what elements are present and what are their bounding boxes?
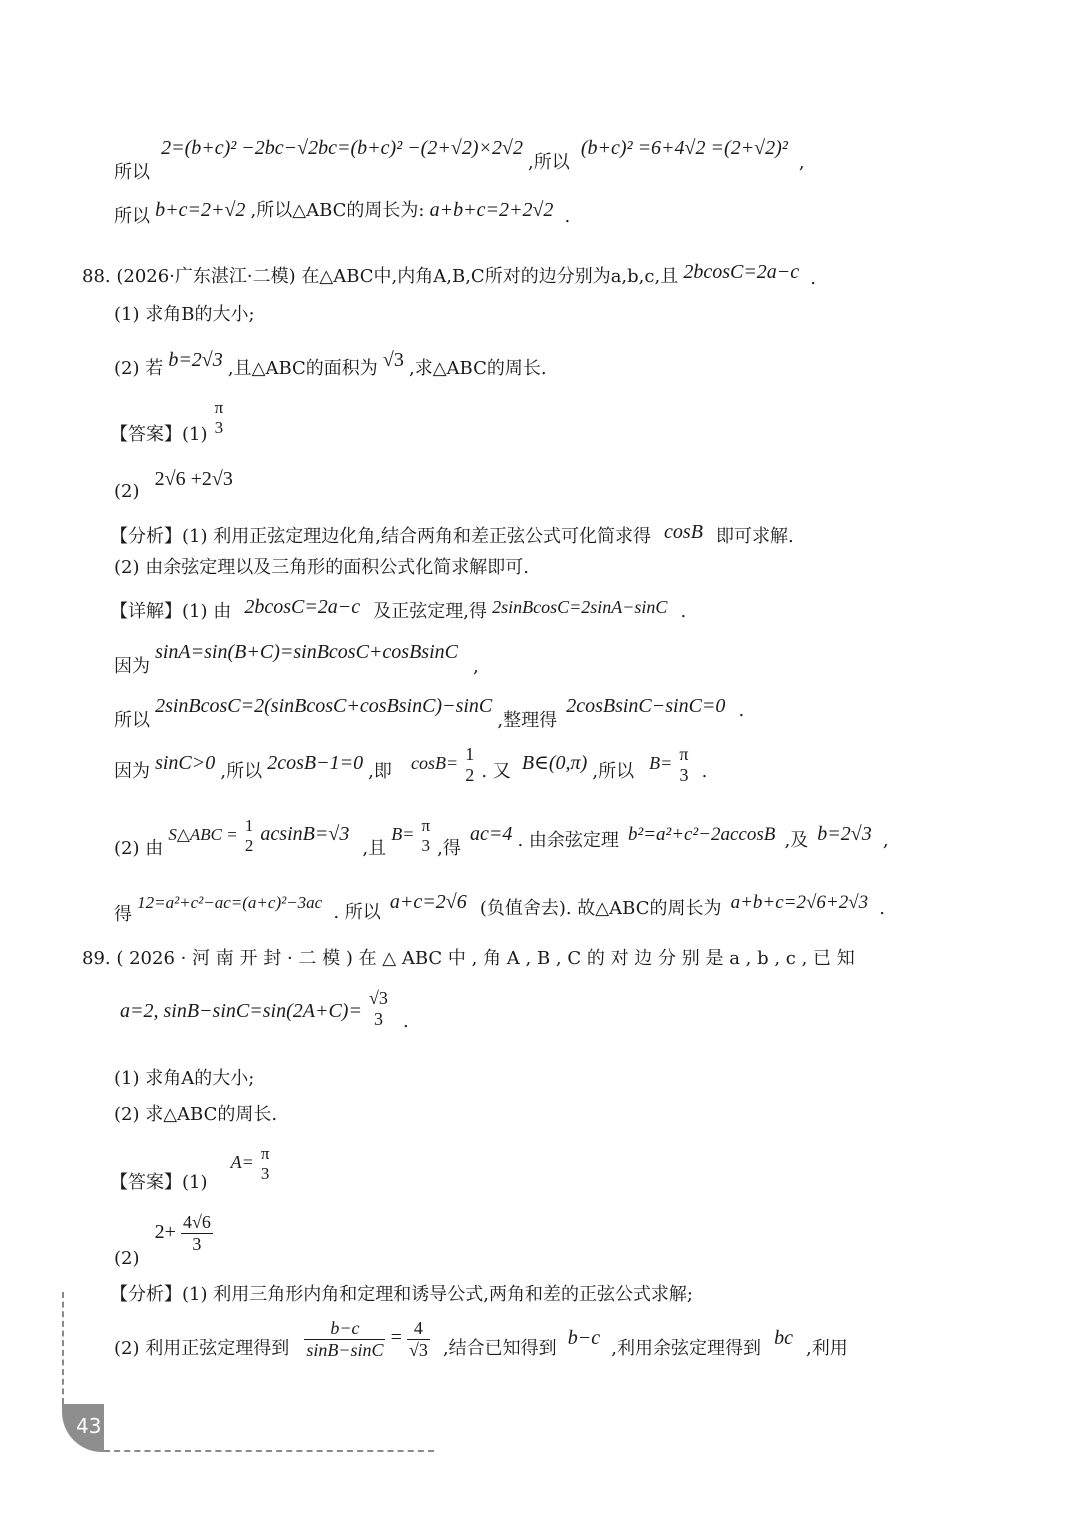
answer-88-part-2 [114, 468, 233, 502]
math-expression: b+c=2+√2 [155, 199, 246, 221]
text: (2) [114, 481, 140, 502]
denominator: sinB−sinC [306, 1339, 384, 1360]
math-expression: S△ABC = [168, 825, 238, 845]
answer-89-part-1 [110, 1144, 271, 1194]
math-expression: cosB [664, 521, 703, 543]
math-expression: 2cosBsinC−sinC=0 [566, 695, 726, 717]
math-expression: 2=(b+c)² −2bc−√2bc=(b+c)² −(2+√2)×2√2 [161, 137, 523, 159]
text: 因为 [114, 656, 150, 677]
text: . 所以 [333, 902, 381, 923]
text: ,所以 [528, 152, 570, 173]
text: ,整理得 [497, 710, 558, 731]
text: , [882, 830, 889, 852]
denominator: 3 [679, 764, 689, 785]
numerator: π [214, 398, 224, 417]
numerator: π [260, 1144, 270, 1163]
text: . [701, 761, 708, 783]
fraction [463, 744, 476, 785]
text-line [114, 196, 571, 227]
question-89-condition [120, 988, 409, 1033]
fraction [181, 1212, 213, 1254]
text: ,且 [362, 838, 387, 860]
question-89-part-2: (2) 求△ABC的周长. [114, 1104, 278, 1125]
numerator: b−c [304, 1318, 385, 1340]
numerator: √3 [369, 988, 388, 1008]
math-expression: a+c=2√6 [389, 891, 467, 913]
math-expression: acsinB=√3 [260, 823, 350, 846]
detail-88-3 [114, 692, 745, 731]
text: 因为 [114, 761, 150, 783]
math-expression: a+b+c=2+2√2 [429, 199, 554, 221]
math-expression: √3 [382, 349, 404, 371]
math-expression: bc [774, 1326, 793, 1349]
math-expression: sinC>0 [155, 752, 216, 775]
math-expression: cosB= [411, 753, 459, 774]
text: ,及 [784, 830, 809, 852]
text: . [879, 898, 885, 919]
fraction [407, 1318, 430, 1360]
text: 88. (2026·广东湛江·二模) 在△ABC中,内角A,B,C所对的边分别为a,b,c,且 [82, 266, 679, 287]
page-number: 43 [76, 1414, 102, 1438]
math-expression: ac=4 [470, 823, 513, 846]
analysis-89-1: 【分析】(1) 利用三角形内角和定理和诱导公式,两角和差的正弦公式求解; [110, 1284, 694, 1305]
detail-88-6 [114, 888, 885, 925]
answer-label: 【答案】(1) [110, 424, 208, 446]
text: 得 [114, 904, 132, 925]
text: ,得 [437, 838, 461, 860]
math-expression: A= [230, 1152, 254, 1173]
detail-88-1 [110, 593, 687, 622]
text: . 由余弦定理 [517, 830, 619, 852]
text: . 又 [481, 761, 511, 783]
numerator: 4√6 [182, 1212, 211, 1232]
question-89-part-1: (1) 求角A的大小; [114, 1068, 255, 1089]
math-expression: B= [391, 824, 415, 845]
math-expression: 2sinBcosC=2(sinBcosC+cosBsinC)−sinC [155, 695, 493, 717]
question-89-title: 89. ( 2026 · 河 南 开 封 · 二 模 ) 在 △ ABC 中 , 角 A , B , C 的 对 边 分 别 是 a , b , c , 已 知 [82, 948, 855, 969]
math-expression: a+b+c=2√6+2√3 [730, 892, 869, 913]
text: (2) [114, 1247, 140, 1269]
detail-88-5 [114, 816, 889, 860]
denominator: 3 [373, 1008, 383, 1029]
math-expression: 2bcosC=2a−c [683, 261, 800, 283]
page-border-dashed [104, 1450, 434, 1452]
denominator: 3 [421, 835, 431, 855]
math-expression: sinA=sin(B+C)=sinBcosC+cosBsinC [155, 641, 458, 663]
text: . [810, 268, 817, 289]
detail-88-2 [114, 638, 479, 677]
numerator: π [421, 816, 431, 835]
math-expression: = [390, 1326, 402, 1349]
text-line [114, 134, 805, 183]
denominator: 2 [244, 835, 254, 855]
analysis-88-2: (2) 由余弦定理以及三角形的面积公式化简求解即可. [114, 557, 529, 578]
math-expression: B∈(0,π) [521, 752, 588, 775]
text: 所以 [114, 162, 150, 183]
text: ,即 [368, 761, 392, 783]
math-expression: B= [649, 753, 673, 774]
answer-label: 【答案】(1) [110, 1172, 208, 1194]
text: (负值舍去). 故△ABC的周长为 [479, 898, 722, 919]
analysis-89-2 [114, 1318, 848, 1360]
text: (2) 由 [114, 838, 164, 860]
text: 及正弦定理,得 [373, 601, 488, 622]
fraction [213, 398, 226, 437]
question-88-part-2 [114, 346, 547, 379]
text: ,利用余弦定理得到 [611, 1337, 761, 1359]
math-expression: 2√6 +2√3 [154, 468, 233, 490]
text: ,求△ABC的周长. [408, 358, 547, 379]
numerator: 1 [465, 744, 475, 764]
math-expression: (b+c)² =6+4√2 =(2+√2)² [580, 137, 788, 159]
fraction [304, 1318, 385, 1360]
math-expression: b−c [567, 1326, 601, 1349]
numerator: 1 [244, 816, 254, 835]
text: ,且△ABC的面积为 [227, 358, 378, 379]
text: ,所以 [592, 761, 635, 783]
fraction [419, 816, 432, 855]
numerator: π [679, 744, 689, 764]
text: 所以 [114, 710, 150, 731]
math-expression: 2cosB−1=0 [267, 752, 364, 775]
text: , [473, 656, 479, 677]
math-expression: b²=a²+c²−2accosB [628, 824, 776, 846]
text: 【详解】(1) 由 [110, 601, 232, 622]
math-expression: b=2√3 [168, 349, 223, 371]
numerator: 4 [407, 1318, 430, 1340]
text: ,结合已知得到 [442, 1337, 557, 1359]
text: (2) 若 [114, 358, 164, 379]
detail-88-4 [114, 744, 707, 785]
text: . [403, 1011, 409, 1033]
fraction [243, 816, 256, 855]
math-expression: b=2√3 [817, 823, 872, 846]
page-border-dashed [62, 1292, 64, 1404]
text: 所以 [114, 206, 150, 227]
text: . [738, 700, 745, 721]
denominator: √3 [408, 1339, 428, 1360]
analysis-88-1 [110, 518, 794, 547]
math-expression: 2sinBcosC=2sinA−sinC [492, 597, 668, 617]
denominator: 3 [214, 417, 224, 437]
denominator: 3 [260, 1163, 270, 1183]
question-88-part-1: (1) 求角B的大小; [114, 304, 255, 325]
text: 【分析】(1) 利用正弦定理边化角,结合两角和差正弦公式可化简求得 [110, 526, 651, 547]
answer-88-part-1 [110, 398, 225, 446]
math-expression: 2bcosC=2a−c [244, 596, 361, 618]
fraction [367, 988, 390, 1029]
text: (2) 利用正弦定理得到 [114, 1337, 290, 1359]
text: ,利用 [806, 1337, 848, 1359]
math-expression: 12=a²+c²−ac=(a+c)²−3ac [137, 893, 323, 912]
math-expression: a=2, sinB−sinC=sin(2A+C)= [120, 1000, 362, 1023]
denominator: 3 [192, 1233, 202, 1254]
denominator: 2 [465, 764, 475, 785]
text: . [564, 206, 571, 227]
fraction [259, 1144, 272, 1183]
text: ,所以△ABC的周长为: [250, 200, 425, 221]
math-expression: 2+ [154, 1220, 176, 1243]
fraction [677, 744, 690, 785]
text: , [798, 152, 805, 173]
question-88-title [82, 258, 817, 289]
answer-89-part-2 [114, 1212, 213, 1269]
text: ,所以 [220, 761, 263, 783]
text: 即可求解. [716, 526, 794, 547]
text: . [680, 601, 687, 622]
